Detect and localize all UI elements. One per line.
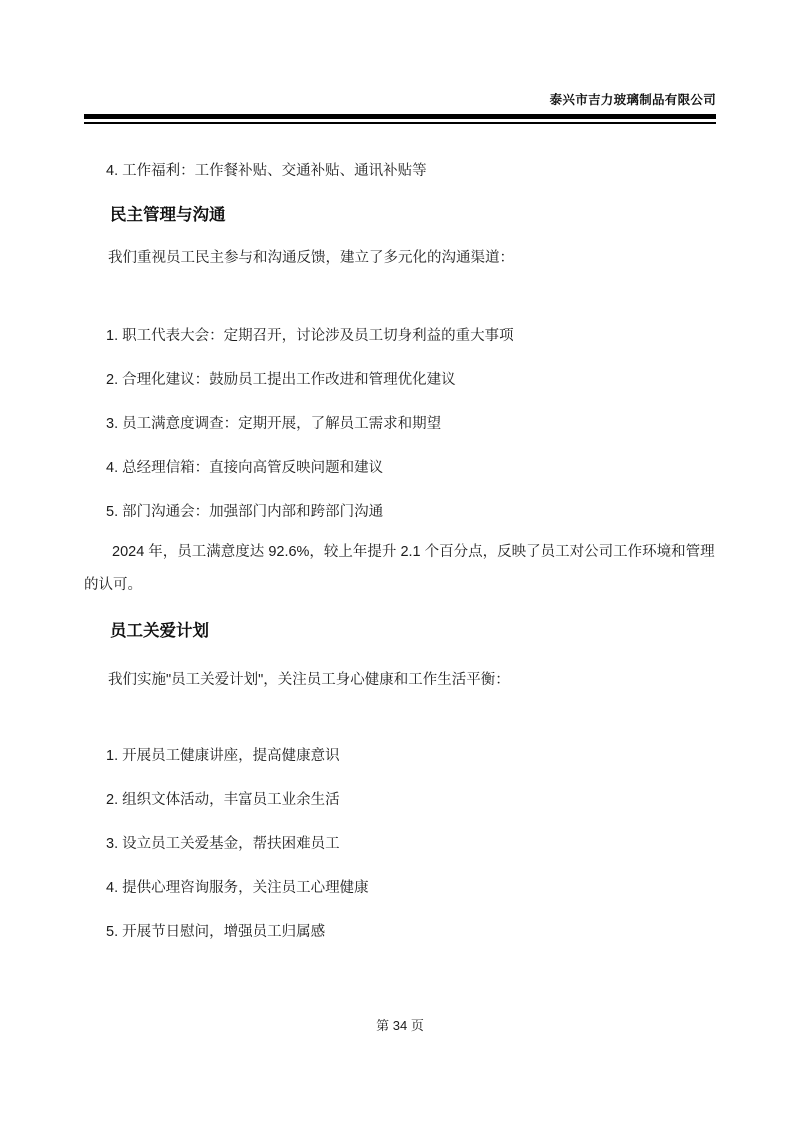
list-item: 5. 开展节日慰问，增强员工归属感 — [106, 923, 326, 940]
list-item: 2. 合理化建议：鼓励员工提出工作改进和管理优化建议 — [106, 371, 456, 388]
section-intro: 我们实施"员工关爱计划"，关注员工身心健康和工作生活平衡： — [108, 671, 510, 688]
page-footer — [0, 1017, 800, 1035]
welfare-list-item-4: 4. 工作福利：工作餐补贴、交通补贴、通讯补贴等 — [106, 162, 427, 179]
numbered-list-communication-channels — [84, 326, 716, 522]
page-header — [84, 93, 716, 124]
list-item: 1. 职工代表大会：定期召开，讨论涉及员工切身利益的重大事项 — [106, 327, 514, 344]
section-heading-employee-care: 员工关爱计划 — [110, 621, 209, 640]
list-item: 4. 总经理信箱：直接向高管反映问题和建议 — [106, 459, 384, 476]
list-item: 1. 开展员工健康讲座，提高健康意识 — [106, 747, 340, 764]
satisfaction-summary: 2024 年，员工满意度达 92.6%，较上年提升 2.1 个百分点，反映了员工对公司工作环境和管理的认可。 — [84, 543, 715, 593]
list-item: 3. 设立员工关爱基金，帮扶困难员工 — [106, 835, 340, 852]
page-number: 第 34 页 — [376, 1018, 424, 1033]
numbered-list-care-measures — [84, 746, 716, 942]
section-democratic-management — [84, 204, 716, 602]
section-intro: 我们重视员工民主参与和沟通反馈，建立了多元化的沟通渠道： — [108, 249, 514, 266]
section-heading-democratic-management: 民主管理与沟通 — [110, 205, 226, 224]
document-content — [84, 161, 716, 942]
list-item: 4. 提供心理咨询服务，关注员工心理健康 — [106, 879, 369, 896]
list-item: 5. 部门沟通会：加强部门内部和跨部门沟通 — [106, 503, 384, 520]
list-item: 3. 员工满意度调查：定期开展，了解员工需求和期望 — [106, 415, 442, 432]
company-name: 泰兴市吉力玻璃制品有限公司 — [549, 93, 716, 107]
list-item: 2. 组织文体活动，丰富员工业余生活 — [106, 791, 340, 808]
section-employee-care — [84, 620, 716, 942]
header-rule — [84, 114, 716, 124]
